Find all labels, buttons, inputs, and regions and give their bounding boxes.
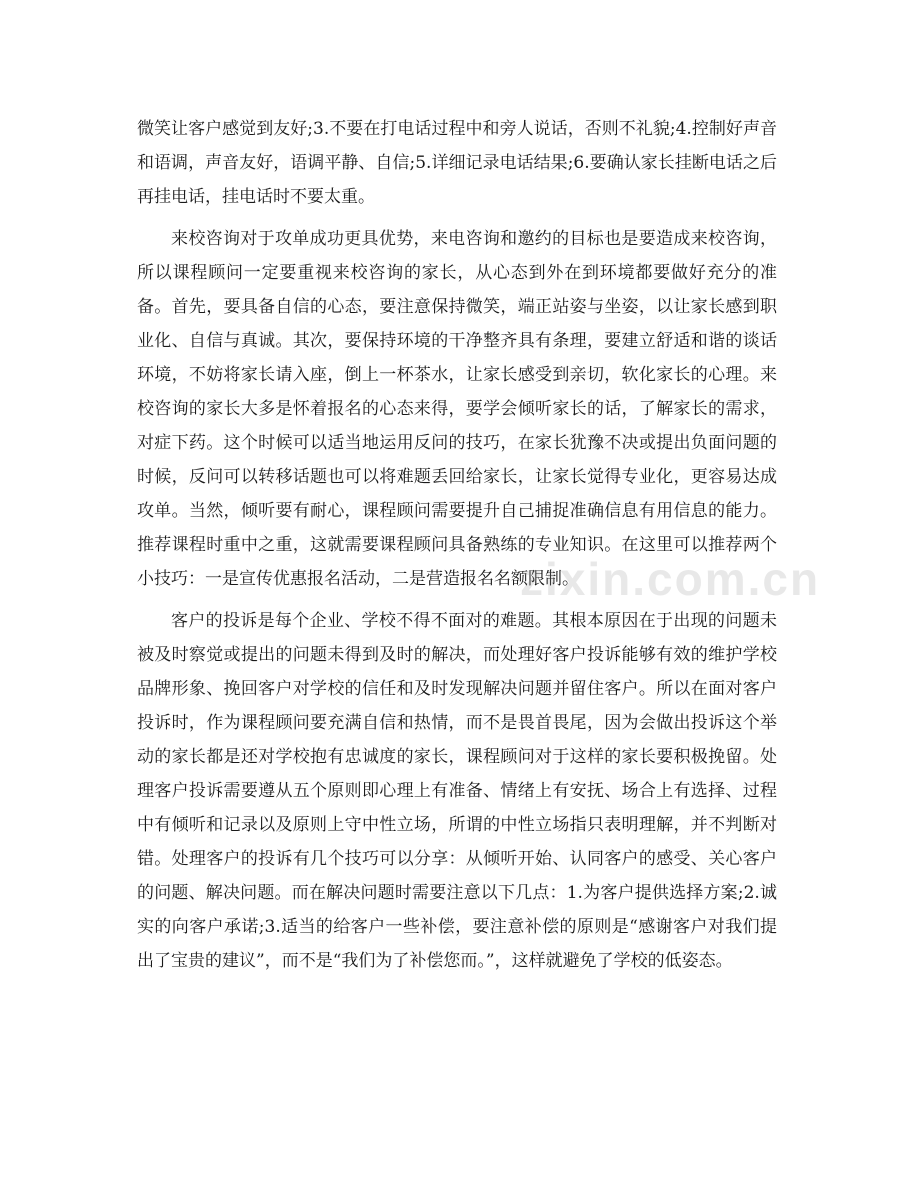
watermark-text: zixin.com.cn	[520, 553, 821, 605]
paragraph-campus-consultation: 来校咨询对于攻单成功更具优势，来电咨询和邀约的目标也是要造成来校咨询，所以课程顾问一定要重视来校咨询的家长，从心态到外在到环境都要做好充分的准备。首先，要具备自信的心态，要注意保持微笑，端正站姿与坐姿，以让家长感到职业化、自信与真诚。其次，要保持环境的干净整齐具有条理，要建立舒适和谐的谈话环境，不妨将家长请入座，倒上一杯茶水，让家长感受到亲切，软化家长的心理。来校咨询的家长大多是怀着报名的心态来得，要学会倾听家长的话，了解家长的需求，对症下药。这个时候可以适当地运用反问的技巧，在家长犹豫不决或提出负面问题的时候，反问可以转移话题也可以将难题丢回给家长，让家长觉得专业化，更容易达成攻单。当然，倾听要有耐心，课程顾问需要提升自己捕捉准确信息有用信息的能力。推荐课程时重中之重，这就需要课程顾问具备熟练的专业知识。在这里可以推荐两个小技巧：一是宣传优惠报名活动，二是营造报名名额限制。	[137, 229, 777, 589]
paragraph-phone-tips-continued: 微笑让客户感觉到友好;3.不要在打电话过程中和旁人说话，否则不礼貌;4.控制好声音和语调，声音友好，语调平静、自信;5.详细记录电话结果;6.要确认家长挂断电话之后再挂电话，挂电话时不要太重。	[137, 119, 777, 207]
paragraph-customer-complaints: 客户的投诉是每个企业、学校不得不面对的难题。其根本原因在于出现的问题未被及时察觉或提出的问题未得到及时的解决，而处理好客户投诉能够有效的维护学校品牌形象、挽回客户对学校的信任和及时发现解决问题并留住客户。所以在面对客户投诉时，作为课程顾问要充满自信和热情，而不是畏首畏尾，因为会做出投诉这个举动的家长都是还对学校抱有忠诚度的家长，课程顾问对于这样的家长要积极挽留。处理客户投诉需要遵从五个原则即心理上有准备、情绪上有安抚、场合上有选择、过程中有倾听和记录以及原则上守中性立场，所谓的中性立场指只表明理解，并不判断对错。处理客户的投诉有几个技巧可以分享：从倾听开始、认同客户的感受、关心客户的问题、解决问题。而在解决问题时需要注意以下几点：1.为客户提供选择方案;2.诚实的向客户承诺;3.适当的给客户一些补偿，要注意补偿的原则是“感谢客户对我们提出了宝贵的建议”，而不是“我们为了补偿您而。”，这样就避免了学校的低姿态。	[137, 611, 777, 971]
document-body	[137, 112, 777, 986]
